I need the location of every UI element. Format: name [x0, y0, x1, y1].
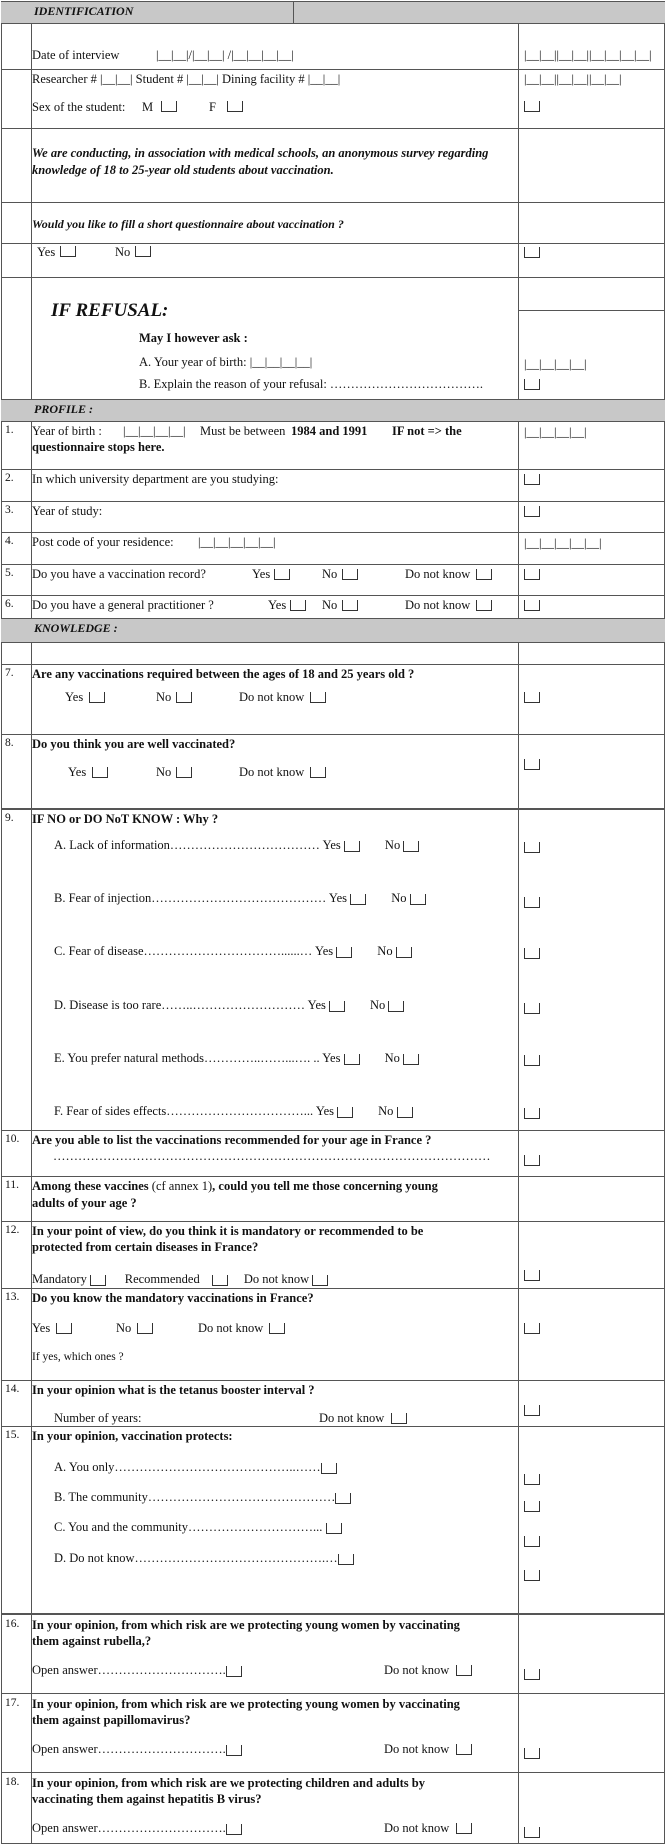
- q9c-code[interactable]: [524, 948, 540, 959]
- q9c-no-box[interactable]: [396, 947, 412, 958]
- refusal-reason[interactable]: B. Explain the reason of your refusal: ……………………………….: [139, 377, 484, 391]
- q12-recommended-box[interactable]: [212, 1275, 228, 1286]
- question-1: 1. Year of birth : |__|__|__|__| Must be between 1984 and 1991 IF not => the questionnaire stops here. |__|__|__|__|: [1, 421, 665, 469]
- birth-year-code[interactable]: |__|__|__|__|: [524, 425, 587, 439]
- q9b-yes-box[interactable]: [350, 894, 366, 905]
- q15b-box[interactable]: [335, 1493, 351, 1504]
- postcode-code[interactable]: |__|__|__|__|__|: [524, 536, 602, 550]
- date-row: Date of interview |__|__|/|__|__| /|__|__|__|__| |__|__||__|__||__|__|__|__|: [1, 23, 665, 69]
- consent-yes-box[interactable]: [60, 246, 76, 257]
- intro-row: We are conducting, in association with medical schools, an anonymous survey regarding knowledge of 18 to 25-year old students about vaccination.: [1, 128, 665, 202]
- researcher-input[interactable]: Researcher # |__|__| Student # |__|__| Dining facility # |__|__|: [32, 72, 341, 86]
- q9-item-d: D. Disease is too rare……..……………………… Yes No: [54, 998, 404, 1013]
- q12-dnk-box[interactable]: [312, 1275, 328, 1286]
- question-18: 18. In your opinion, from which risk are we protecting children and adults by vaccinating them against hepatitis B virus? Open answer…………………………. Do not know: [1, 1772, 665, 1844]
- date-code[interactable]: |__|__||__|__||__|__|__|__|: [524, 48, 652, 62]
- consent-row: Yes No: [1, 243, 665, 277]
- question-10: 10. Are you able to list the vaccinations recommended for your age in France ? ……………………………………………………………………………………………: [1, 1130, 665, 1176]
- q9b-no-box[interactable]: [410, 894, 426, 905]
- sex-m-box[interactable]: [161, 101, 177, 112]
- q13-no-box[interactable]: [137, 1323, 153, 1334]
- q15a-code[interactable]: [524, 1474, 540, 1485]
- q13-dnk-box[interactable]: [269, 1323, 285, 1334]
- researcher-row: Researcher # |__|__| Student # |__|__| Dining facility # |__|__| |__|__||__|__||__|__| Sex of the student: M F: [1, 69, 665, 128]
- question-11: 11. Among these vaccines (cf annex 1), could you tell me those concerning young adults of your age ?: [1, 1176, 665, 1221]
- postcode-input[interactable]: |__|__|__|__|__|: [198, 535, 276, 549]
- q9f-no-box[interactable]: [397, 1107, 413, 1118]
- q9d-yes-box[interactable]: [329, 1001, 345, 1012]
- knowledge-header: KNOWLEDGE :: [1, 618, 665, 642]
- q5-code[interactable]: [524, 569, 540, 580]
- question-12: 12. In your point of view, do you think it is mandatory or recommended to be protected from certain diseases in France? Mandatory Recommended Do not know: [1, 1221, 665, 1288]
- q12-code[interactable]: [524, 1270, 540, 1281]
- questionnaire-form: [1, 1, 665, 1844]
- question-8: 8. Do you think you are well vaccinated? Yes No Do not know: [1, 734, 665, 808]
- q14-code[interactable]: [524, 1405, 540, 1416]
- q9e-no-box[interactable]: [403, 1054, 419, 1065]
- q9f-code[interactable]: [524, 1108, 540, 1119]
- consent-no-box[interactable]: [135, 246, 151, 257]
- q13-yes-box[interactable]: [56, 1323, 72, 1334]
- question-13: 13. Do you know the mandatory vaccinations in France? Yes No Do not know If yes, which ones ?: [1, 1288, 665, 1380]
- q5-yes-box[interactable]: [274, 569, 290, 580]
- q6-dnk-box[interactable]: [476, 600, 492, 611]
- q9f-yes-box[interactable]: [337, 1107, 353, 1118]
- q9-item-e: E. You prefer natural methods…………..……...…. .. Yes No: [54, 1051, 419, 1066]
- q9-item-b: B. Fear of injection…………………………………… Yes No: [54, 891, 426, 906]
- q5-no-box[interactable]: [342, 569, 358, 580]
- q9c-yes-box[interactable]: [336, 947, 352, 958]
- q16-dnk-box[interactable]: [456, 1665, 472, 1676]
- q9-item-a: A. Lack of information……………………………… Yes No: [54, 838, 419, 853]
- question-16: 16. In your opinion, from which risk are we protecting young women by vaccinating them against rubella,? Open answer…………………………. Do not know: [1, 1613, 665, 1693]
- q9a-no-box[interactable]: [403, 841, 419, 852]
- question-6: 6. Do you have a general practitioner ? Yes No Do not know: [1, 595, 665, 618]
- q8-code[interactable]: [524, 759, 540, 770]
- q9-item-f: F. Fear of sides effects……………………………... Yes No: [54, 1104, 413, 1119]
- question-4: 4. Post code of your residence: |__|__|__|__|__| |__|__|__|__|__|: [1, 532, 665, 564]
- q8-no-box[interactable]: [176, 767, 192, 778]
- year-of-study-code[interactable]: [524, 506, 540, 517]
- question-3: 3. Year of study:: [1, 501, 665, 532]
- q9-item-c: C. Fear of disease……………………………......… Yes No: [54, 944, 412, 959]
- q17-open-box[interactable]: [226, 1745, 242, 1756]
- q9e-yes-box[interactable]: [344, 1054, 360, 1065]
- question-2: 2. In which university department are you studying:: [1, 469, 665, 501]
- q15b-code[interactable]: [524, 1501, 540, 1512]
- date-input[interactable]: |__|__|/|__|__| /|__|__|__|__|: [156, 48, 294, 62]
- blank-row: [1, 642, 665, 664]
- q6-no-box[interactable]: [342, 600, 358, 611]
- department-code[interactable]: [524, 474, 540, 485]
- q6-code[interactable]: [524, 600, 540, 611]
- consent-code[interactable]: [524, 247, 540, 258]
- q9a-yes-box[interactable]: [344, 841, 360, 852]
- question-17: 17. In your opinion, from which risk are we protecting young women by vaccinating them against papillomavirus? Open answer…………………………. Do not know: [1, 1693, 665, 1772]
- question-9: 9. IF NO or DO NoT KNOW : Why ? A. Lack of information……………………………… Yes No B. Fear of injection…………………………………… Yes No C. Fear of disease……………………………......… Yes No D. Disease is too rare……..……………………… Yes No E. You prefer natural methods…………..……...…. .. Yes No F. Fear of sides effects……………………………... Yes No: [1, 808, 665, 1130]
- q17-dnk-box[interactable]: [456, 1744, 472, 1755]
- q9b-code[interactable]: [524, 897, 540, 908]
- profile-header: PROFILE :: [1, 399, 665, 421]
- question-15: 15. In your opinion, vaccination protects: A. You only……………………………………..…… B. The community……………………………………… C. You and the community…………………………... D. Do not know……………………………………….…: [1, 1426, 665, 1613]
- q9e-code[interactable]: [524, 1055, 540, 1066]
- ask-row: Would you like to fill a short questionnaire about vaccination ?: [1, 202, 665, 243]
- question-7: 7. Are any vaccinations required between the ages of 18 and 25 years old ? Yes No Do not know: [1, 664, 665, 734]
- birth-year-input[interactable]: |__|__|__|__|: [123, 424, 186, 438]
- q9d-code[interactable]: [524, 1003, 540, 1014]
- q18-open-box[interactable]: [226, 1824, 242, 1835]
- q14-dnk-box[interactable]: [391, 1413, 407, 1424]
- q7-no-box[interactable]: [176, 692, 192, 703]
- q9a-code[interactable]: [524, 842, 540, 853]
- q16-open-box[interactable]: [226, 1666, 242, 1677]
- q13-code[interactable]: [524, 1323, 540, 1334]
- q5-dnk-box[interactable]: [476, 569, 492, 580]
- sex-f-box[interactable]: [227, 101, 243, 112]
- q9d-no-box[interactable]: [388, 1001, 404, 1012]
- q15d-box[interactable]: [338, 1554, 354, 1565]
- q8-dnk-box[interactable]: [310, 767, 326, 778]
- q7-yes-box[interactable]: [89, 692, 105, 703]
- q18-code[interactable]: [524, 1827, 540, 1838]
- question-5: 5. Do you have a vaccination record? Yes No Do not know: [1, 564, 665, 595]
- q15c-box[interactable]: [326, 1523, 342, 1534]
- q7-code[interactable]: [524, 692, 540, 703]
- q15d-code[interactable]: [524, 1570, 540, 1581]
- refusal-reason-code[interactable]: [524, 379, 540, 390]
- question-14: 14. In your opinion what is the tetanus booster interval ? Number of years: Do not know: [1, 1380, 665, 1426]
- q7-dnk-box[interactable]: [310, 692, 326, 703]
- q16-code[interactable]: [524, 1669, 540, 1680]
- refusal-birth-year[interactable]: A. Your year of birth: |__|__|__|__|: [139, 355, 313, 369]
- q8-yes-box[interactable]: [92, 767, 108, 778]
- refusal-row: IF REFUSAL: May I however ask : A. Your year of birth: |__|__|__|__| |__|__|__|__| B. Explain the reason of your refusal: ……………………………….: [1, 277, 665, 399]
- refusal-birth-code[interactable]: |__|__|__|__|: [524, 357, 587, 371]
- q15c-code[interactable]: [524, 1536, 540, 1547]
- identification-header: IDENTIFICATION: [1, 1, 665, 23]
- q10-answer[interactable]: ……………………………………………………………………………………………: [53, 1149, 491, 1163]
- q10-code[interactable]: [524, 1155, 540, 1166]
- q12-mandatory-box[interactable]: [90, 1275, 106, 1286]
- sex-code[interactable]: [524, 101, 540, 112]
- q15a-box[interactable]: [321, 1463, 337, 1474]
- q18-dnk-box[interactable]: [456, 1823, 472, 1834]
- q6-yes-box[interactable]: [290, 600, 306, 611]
- researcher-code[interactable]: |__|__||__|__||__|__|: [524, 72, 622, 86]
- q17-code[interactable]: [524, 1748, 540, 1759]
